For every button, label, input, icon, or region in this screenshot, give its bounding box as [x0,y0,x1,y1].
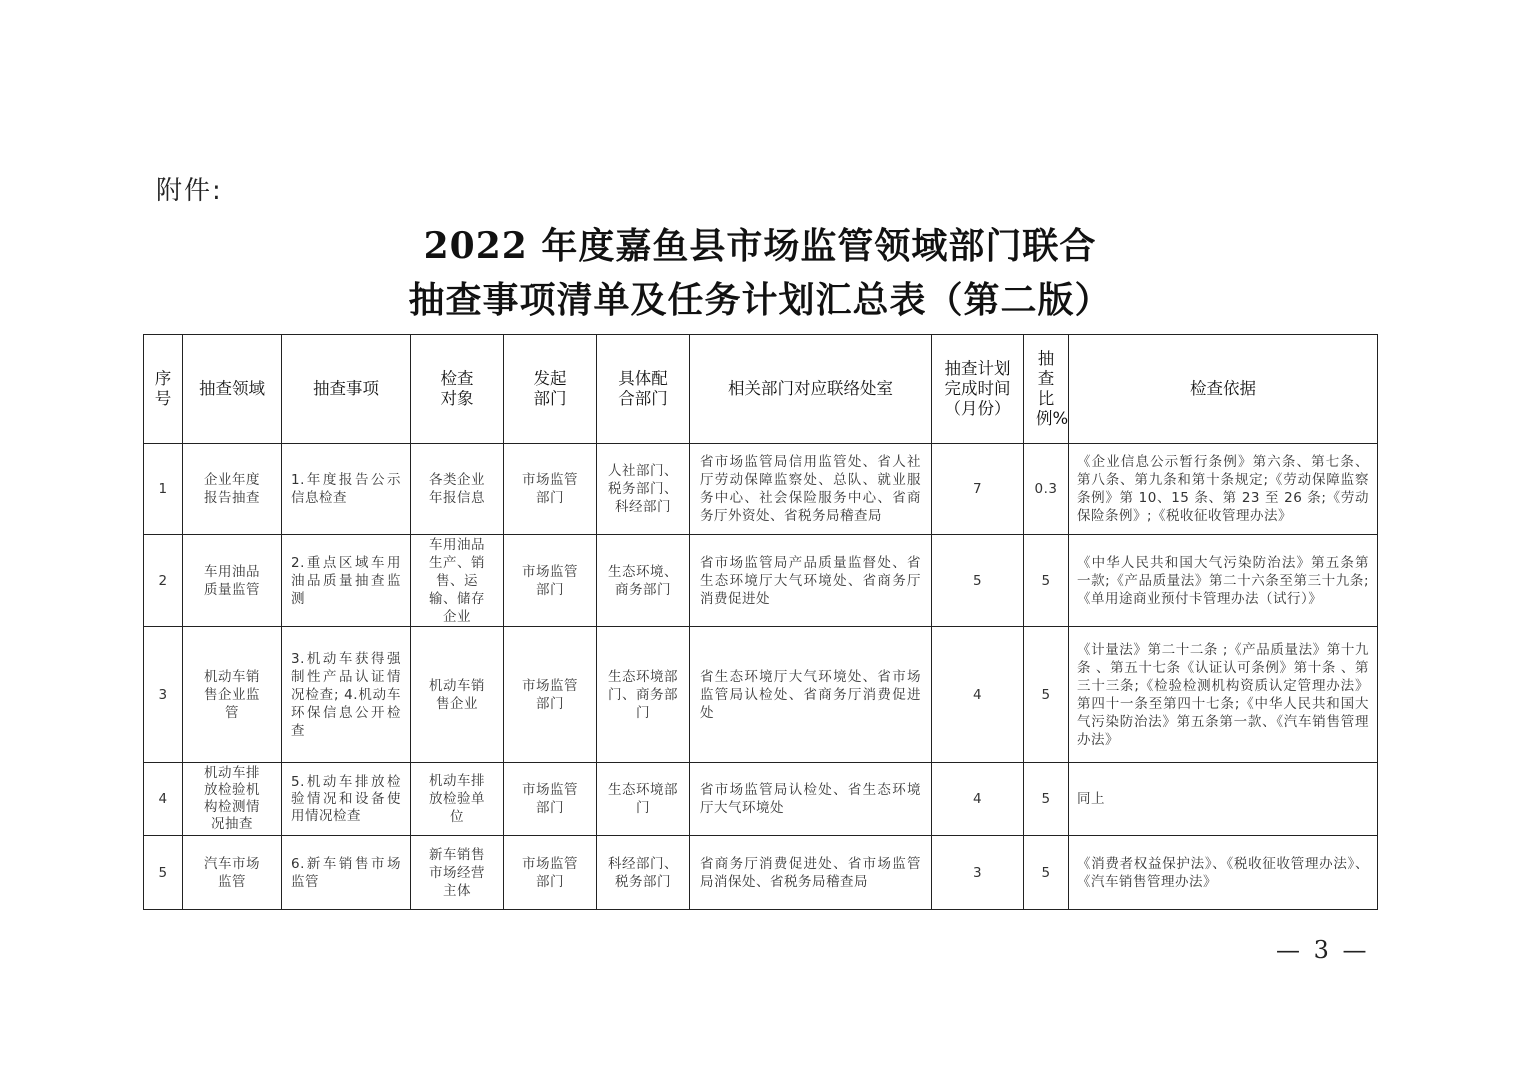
header-cooperating: 具体配合部门 [597,335,690,444]
cell-basis: 同上 [1069,763,1378,836]
cell-liaison: 省生态环境厅大气环境处、省市场监管局认检处、省商务厅消费促进处 [690,627,932,763]
cell-item: 1.年度报告公示信息检查 [282,444,411,535]
header-basis: 检查依据 [1069,335,1378,444]
cell-liaison: 省市场监管局认检处、省生态环境厅大气环境处 [690,763,932,836]
header-month: 抽查计划完成时间（月份） [932,335,1024,444]
document-title-line-1: 2022 年度嘉鱼县市场监管领域部门联合 [423,225,1097,267]
cell-ratio: 0.3 [1024,444,1069,535]
cell-initiator: 市场监管部门 [504,535,597,627]
cell-target: 机动车排放检验单位 [411,763,504,836]
cell-seq: 1 [144,444,183,535]
cell-target: 车用油品生产、销售、运输、储存企业 [411,535,504,627]
header-liaison: 相关部门对应联络处室 [690,335,932,444]
cell-basis: 《企业信息公示暂行条例》第六条、第七条、第八条、第九条和第十条规定;《劳动保障监察条例》第 10、15 条、第 23 至 26 条;《劳动保险条例》;《税收征收管理办法》 [1069,444,1378,535]
cell-ratio: 5 [1024,535,1069,627]
cell-seq: 2 [144,535,183,627]
table-row [144,763,1378,836]
table-row [144,444,1378,535]
cell-initiator: 市场监管部门 [504,444,597,535]
cell-ratio: 5 [1024,627,1069,763]
cell-liaison: 省商务厅消费促进处、省市场监管局消保处、省税务局稽查局 [690,836,932,910]
cell-field: 汽车市场监管 [183,836,282,910]
cell-field: 机动车排放检验机构检测情况抽查 [183,763,282,836]
cell-seq: 3 [144,627,183,763]
header-item: 抽查事项 [282,335,411,444]
header-ratio: 抽查比例% [1024,335,1069,444]
cell-basis: 《计量法》第二十二条 ;《产品质量法》第十九条 、第五十七条《认证认可条例》第十条 、第三十三条;《检验检测机构资质认定管理办法》第四十一条至第四十七条;《中华人民共和国大气污染防治法》第五条第一款、《汽车销售管理办法》 [1069,627,1378,763]
table-row [144,836,1378,910]
table-row [144,535,1378,627]
cell-cooperating: 生态环境、商务部门 [597,535,690,627]
inspection-plan-table [143,334,1378,910]
cell-seq: 5 [144,836,183,910]
header-initiator: 发起部门 [504,335,597,444]
header-seq: 序号 [144,335,183,444]
cell-basis: 《中华人民共和国大气污染防治法》第五条第一款;《产品质量法》第二十六条至第三十九条;《单用途商业预付卡管理办法（试行）》 [1069,535,1378,627]
cell-month: 4 [932,627,1024,763]
document-title-line-2: 抽查事项清单及任务计划汇总表（第二版） [408,279,1112,321]
header-target: 检查对象 [411,335,504,444]
cell-target: 机动车销售企业 [411,627,504,763]
cell-cooperating: 人社部门、税务部门、科经部门 [597,444,690,535]
cell-cooperating: 科经部门、税务部门 [597,836,690,910]
cell-initiator: 市场监管部门 [504,836,597,910]
cell-month: 7 [932,444,1024,535]
table-row [144,627,1378,763]
cell-month: 4 [932,763,1024,836]
cell-month: 3 [932,836,1024,910]
cell-liaison: 省市场监管局信用监管处、省人社厅劳动保障监察处、总队、就业服务中心、社会保险服务中心、省商务厅外资处、省税务局稽查局 [690,444,932,535]
cell-ratio: 5 [1024,763,1069,836]
cell-initiator: 市场监管部门 [504,763,597,836]
cell-liaison: 省市场监管局产品质量监督处、省生态环境厅大气环境处、省商务厅消费促进处 [690,535,932,627]
cell-cooperating: 生态环境部门 [597,763,690,836]
cell-target: 各类企业年报信息 [411,444,504,535]
cell-item: 3.机动车获得强制性产品认证情况检查; 4.机动车环保信息公开检查 [282,627,411,763]
cell-basis: 《消费者权益保护法》、《税收征收管理办法》、《汽车销售管理办法》 [1069,836,1378,910]
cell-cooperating: 生态环境部门、商务部门 [597,627,690,763]
cell-seq: 4 [144,763,183,836]
cell-initiator: 市场监管部门 [504,627,597,763]
cell-field: 企业年度报告抽查 [183,444,282,535]
cell-ratio: 5 [1024,836,1069,910]
cell-field: 车用油品质量监管 [183,535,282,627]
cell-field: 机动车销售企业监管 [183,627,282,763]
cell-item: 2.重点区域车用油品质量抽查监测 [282,535,411,627]
cell-month: 5 [932,535,1024,627]
cell-item: 6.新车销售市场监管 [282,836,411,910]
page-number: — 3 — [1276,936,1370,964]
table-header-row [144,335,1378,444]
cell-target: 新车销售市场经营主体 [411,836,504,910]
header-field: 抽查领域 [183,335,282,444]
cell-item: 5.机动车排放检验情况和设备使用情况检查 [282,763,411,836]
attachment-label: 附件: [156,176,223,206]
